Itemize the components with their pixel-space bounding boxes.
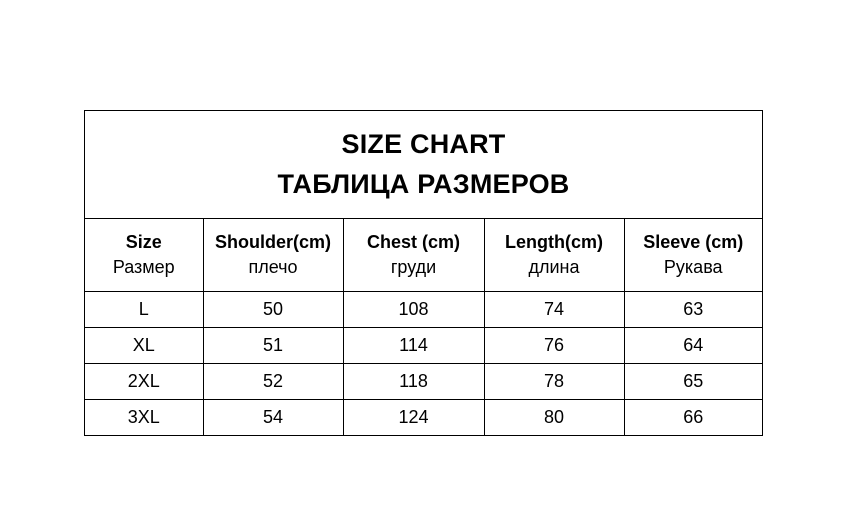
cell-chest: 118 (343, 364, 484, 400)
cell-sleeve: 66 (624, 400, 762, 436)
column-header-sublabel: Рукава (663, 257, 723, 277)
size-table (85, 219, 762, 435)
size-chart-title-russian: ТАБЛИЦА РАЗМЕРОВ (277, 169, 570, 199)
size-chart-title: SIZE CHART (341, 129, 506, 159)
column-header-label: Chest (cm) (366, 232, 460, 252)
table-row (85, 292, 762, 328)
column-header-shoulder (203, 219, 343, 292)
table-row (85, 400, 762, 436)
cell-length: 76 (484, 328, 624, 364)
cell-sleeve: 64 (624, 328, 762, 364)
column-header-label: Sleeve (cm) (643, 232, 744, 252)
cell-size: XL (85, 328, 203, 364)
cell-size: L (85, 292, 203, 328)
cell-size: 3XL (85, 400, 203, 436)
size-chart (84, 110, 763, 436)
table-row (85, 364, 762, 400)
cell-chest: 108 (343, 292, 484, 328)
column-header-chest (343, 219, 484, 292)
column-header-sleeve (624, 219, 762, 292)
column-header-sublabel: длина (528, 257, 580, 277)
cell-chest: 124 (343, 400, 484, 436)
cell-length: 80 (484, 400, 624, 436)
cell-size: 2XL (85, 364, 203, 400)
cell-shoulder: 54 (203, 400, 343, 436)
cell-shoulder: 51 (203, 328, 343, 364)
cell-sleeve: 63 (624, 292, 762, 328)
cell-sleeve: 65 (624, 364, 762, 400)
cell-chest: 114 (343, 328, 484, 364)
column-header-label: Size (125, 232, 162, 252)
column-header-length (484, 219, 624, 292)
cell-length: 78 (484, 364, 624, 400)
column-header-sublabel: плечо (248, 257, 298, 277)
cell-shoulder: 52 (203, 364, 343, 400)
cell-length: 74 (484, 292, 624, 328)
column-header-label: Length(cm) (505, 232, 603, 252)
table-header-row (85, 219, 762, 292)
column-header-label: Shoulder(cm) (214, 232, 331, 252)
column-header-size (85, 219, 203, 292)
table-row (85, 328, 762, 364)
size-chart-title-block (85, 111, 762, 219)
column-header-sublabel: Размер (112, 257, 175, 277)
cell-shoulder: 50 (203, 292, 343, 328)
column-header-sublabel: груди (390, 257, 437, 277)
